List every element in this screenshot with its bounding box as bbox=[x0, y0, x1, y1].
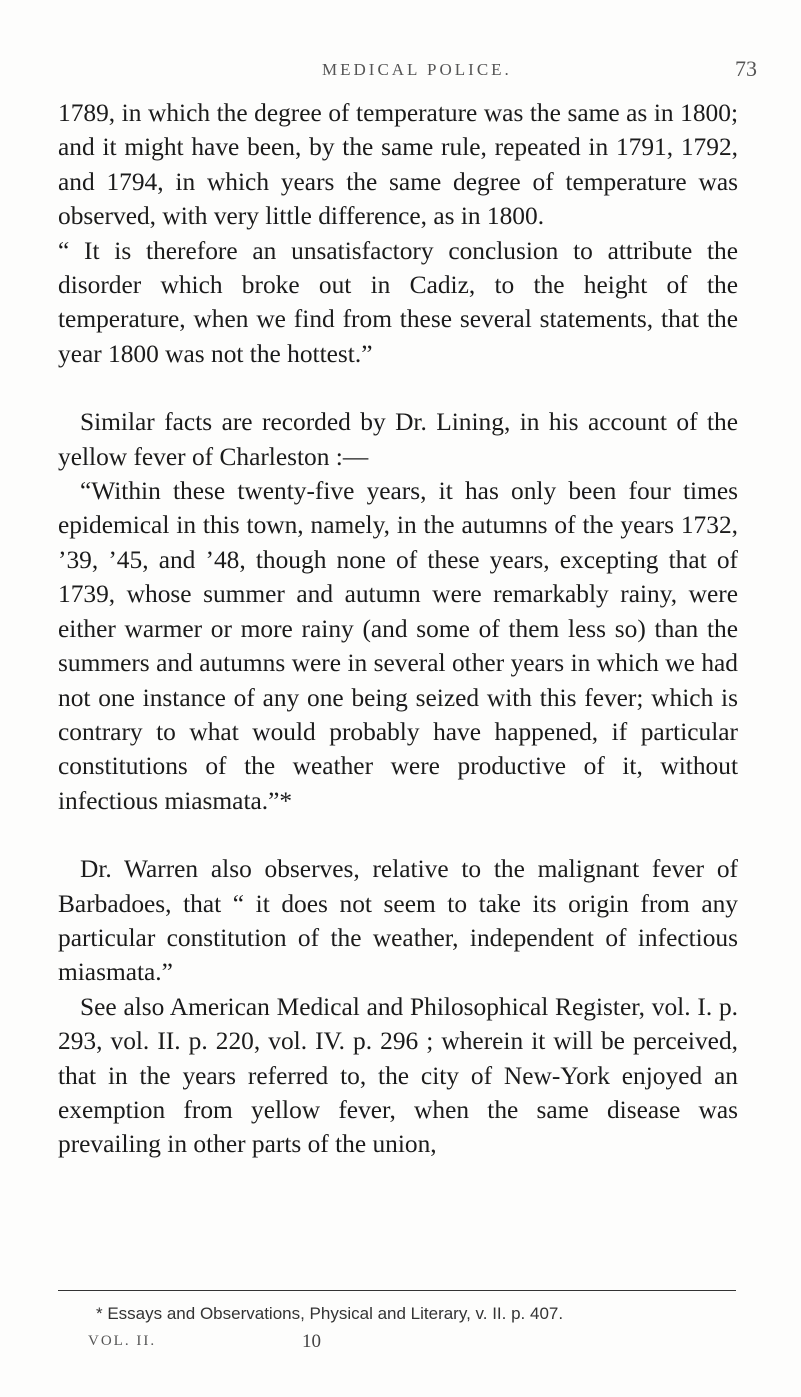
paragraph-gap bbox=[58, 371, 738, 405]
paragraph-quote-cadiz: “ It is therefore an unsatisfactory conclusion to attribute the disorder which broke out in Cadiz, to the height of the temperature, when we find from these several statements, that the year 1800 was not the hottest.” bbox=[58, 236, 738, 368]
page-footer bbox=[88, 1331, 648, 1361]
footnote-rule bbox=[58, 1290, 736, 1291]
paragraph-lining: Similar facts are recorded by Dr. Lining, in his account of the yellow fever of Charleston :— bbox=[58, 408, 738, 471]
footnote: * Essays and Observations, Physical and Literary, v. II. p. 407. bbox=[96, 1304, 564, 1323]
paragraph-continuation: 1789, in which the degree of temperature was the same as in 1800; and it might have been, by the same rule, repeated in 1791, 1792, and 1794, in which years the same degree of temperature was observed, with very little difference, as in 1800. bbox=[58, 99, 738, 231]
body-text bbox=[58, 96, 738, 1162]
running-head bbox=[0, 52, 801, 88]
paragraph-warren: Dr. Warren also observes, relative to the malignant fever of Barbadoes, that “ it does not seem to take its origin from any particular constitution of the weather, independent of infectious miasmata.” bbox=[58, 855, 738, 987]
signature-mark: 10 bbox=[302, 1331, 321, 1352]
paragraph-gap bbox=[58, 818, 738, 852]
paragraph-quote-charleston: “Within these twenty-five years, it has only been four times epidemical in this town, namely, in the autumns of the years 1732, ’39, ’45, and ’48, though none of these years, excepting that of 1739, whose summer and autumn were remarkably rainy, were either warmer or more rainy (and some of them less so) than the summers and autumns were in several other years in which we had not one instance of any one being seized with this fever; which is contrary to what would probably have happened, if particular constitutions of the weather were productive of it, without infectious miasmata.”* bbox=[58, 477, 738, 815]
paragraph-register: See also American Medical and Philosophical Register, vol. I. p. 293, vol. II. p. 220, vol. IV. p. 296 ; wherein it will be perceived, that in the years referred to, the city of New-York enjoyed an exemption from yellow fever, when the same disease was prevailing in other parts of the union, bbox=[58, 992, 738, 1159]
volume-label: VOL. II. bbox=[88, 1333, 157, 1349]
running-title: MEDICAL POLICE. bbox=[322, 60, 512, 79]
page-number: 73 bbox=[735, 56, 757, 81]
